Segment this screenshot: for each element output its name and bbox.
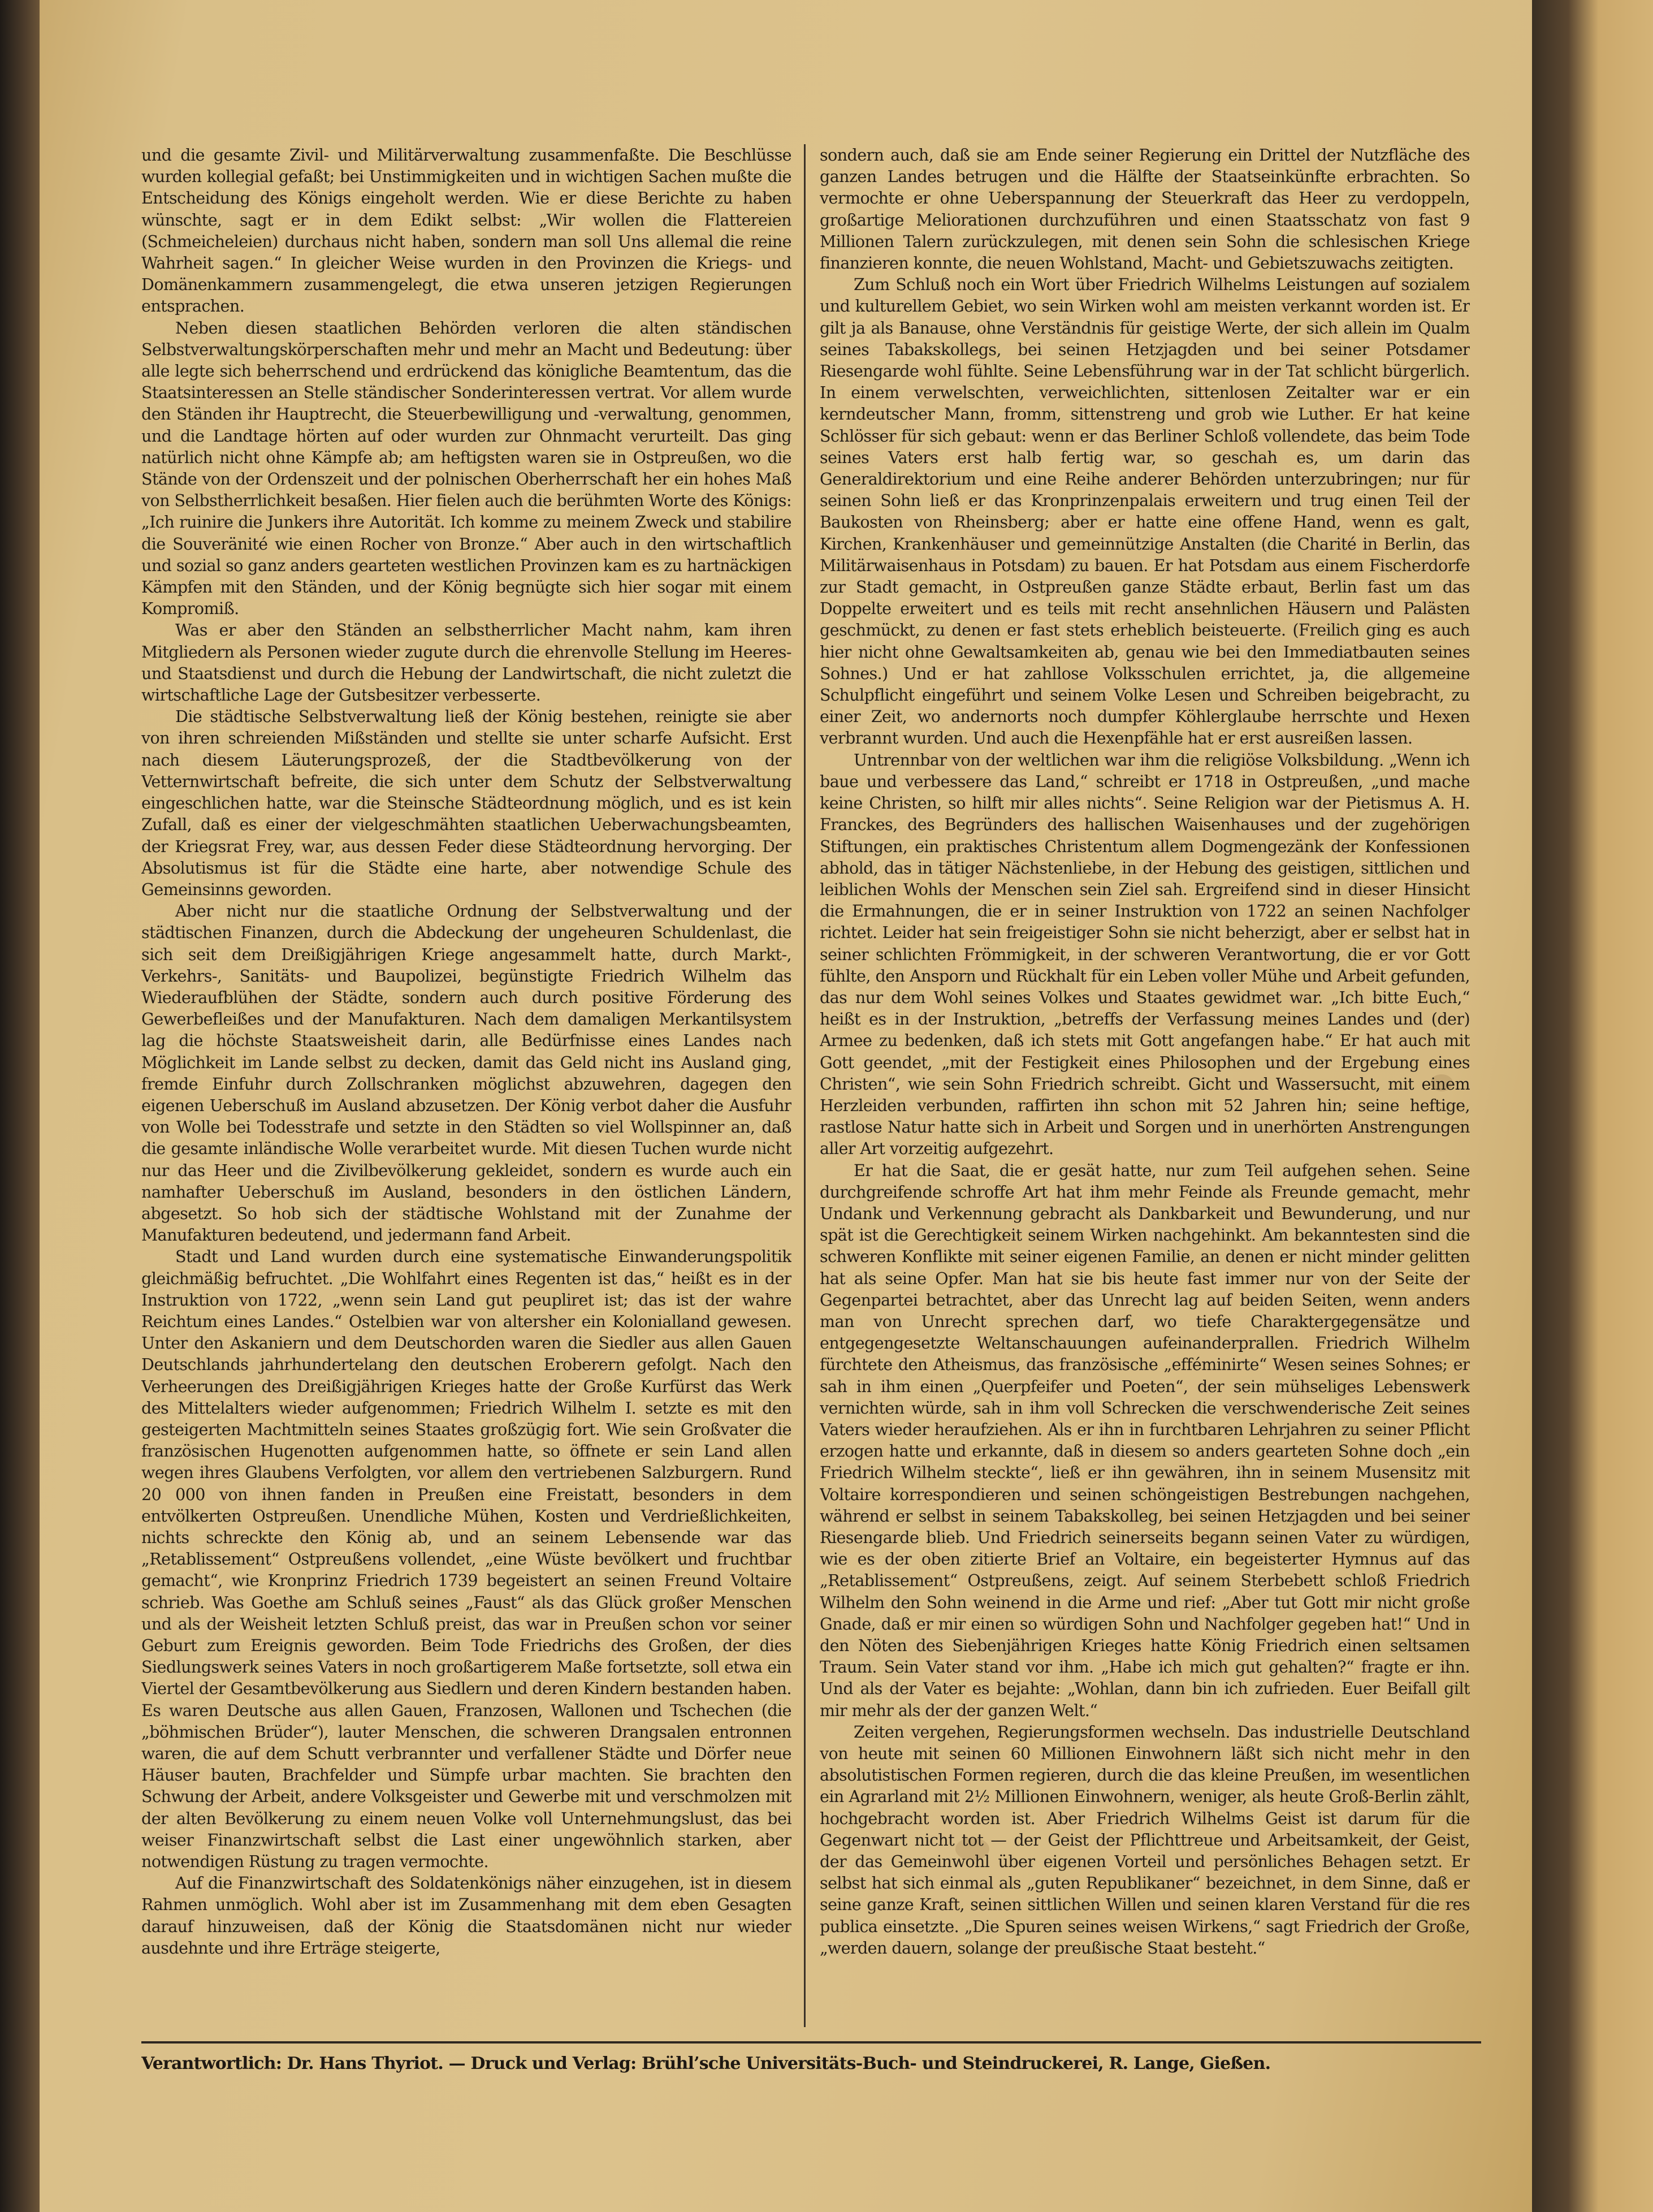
paragraph: Auf die Finanzwirtschaft des Soldatenkönigs näher einzugehen, ist in diesem Rahmen unmöglich. Wohl aber ist im Zusammenhang mit dem eben Gesagten darauf hinzuweisen, daß der König die Staatsdomänen nicht nur wieder ausdehnte und ihre Erträge steigerte, [141, 1873, 791, 1958]
column-divider [804, 144, 806, 2027]
paragraph: Die städtische Selbstverwaltung ließ der König bestehen, reinigte sie aber von ihren schreienden Mißständen und stellte sie unter scharfe Aufsicht. Erst nach diesem Läuterungsprozeß, der die Stadtbevölkerung von der Vetternwirtschaft befreite, die sich unter dem Schutz der Selbstverwaltung eingeschlichen hatte, war die Steinsche Städteordnung möglich, und es ist kein Zufall, daß es einer der vielgeschmähten staatlichen Ueberwachungsbeamten, der Kriegsrat Frey, war, aus dessen Feder diese Städteordnung hervorging. Der Absolutismus ist für die Städte eine harte, aber notwendige Schule des Gemeinsinns geworden. [141, 707, 791, 899]
paragraph: Er hat die Saat, die er gesät hatte, nur zum Teil aufgehen sehen. Seine durchgreifende schroffe Art hat ihm mehr Feinde als Freunde gemacht, mehr Undank und Verkennung gebracht als Dankbarkeit und Bewunderung, und nur spät ist die Gerechtigkeit seinem Wirken nachgehinkt. Am bekanntesten sind die schweren Konflikte mit seiner eigenen Familie, an denen er nicht minder gelitten hat als seine Opfer. Man hat sie bis heute fast immer nur von der Seite der Gegenpartei betrachtet, aber das Unrecht lag auf beiden Seiten, wenn anders man von Unrecht sprechen darf, wo tiefe Charaktergegensätze und entgegengesetzte Weltanschauungen aufeinanderprallen. Friedrich Wilhelm fürchtete den Atheismus, das französische „efféminirte“ Wesen seines Sohnes; er sah in ihm einen „Querpfeifer und Poeten“, der sein mühseliges Lebenswerk vernichten würde, sah in ihm voll Schrecken die verschwenderische Zeit seines Vaters wieder heraufziehen. Als er ihn in furchtbaren Lehrjahren zu seiner Pflicht erzogen hatte und erkannte, daß in diesem so anders gearteten Sohne doch „ein Friedrich Wilhelm steckte“, ließ er ihn gewähren, ihn in seinem Musensitz mit Voltaire korrespondieren und seinen schöngeistigen Bestrebungen nachgehen, während er selbst in seinem Tabakskolleg, bei seinen Hetzjagden und bei seiner Riesengarde blieb. Und Friedrich seinerseits begann seinen Vater zu würdigen, wie es der oben zitierte Brief an Voltaire, ein begeisterter Hymnus auf das „Retablissement“ Ostpreußens, zeigt. Auf seinem Sterbebett schloß Friedrich Wilhelm den Sohn weinend in die Arme und rief: „Aber tut Gott mir nicht große Gnade, daß er mir einen so würdigen Sohn und Nachfolger gegeben hat!“ Und in den Nöten des Siebenjährigen Krieges hatte König Friedrich einen seltsamen Traum. Sein Vater stand vor ihm. „Habe ich mich gut gehalten?“ fragte er ihn. Und als der Vater es bejahte: „Wohlan, dann bin ich zufrieden. Euer Beifall gilt mir mehr als der der ganzen Welt.“ [820, 1160, 1470, 1720]
paragraph: Stadt und Land wurden durch eine systematische Einwanderungspolitik gleichmäßig befruchtet. „Die Wohlfahrt eines Regenten ist das,“ heißt es in der Instruktion von 1722, „wenn sein Land gut peupliret ist; das ist der wahre Reichtum eines Landes.“ Ostelbien war von altersher ein Kolonialland gewesen. Unter den Askaniern und dem Deutschorden waren die Siedler aus allen Gauen Deutschlands jahrhundertelang den deutschen Eroberern gefolgt. Nach den Verheerungen des Dreißigjährigen Krieges hatte der Große Kurfürst das Werk des Mittelalters wieder aufgenommen; Friedrich Wilhelm I. setzte es mit den gesteigerten Machtmitteln seines Staates großzügig fort. Wie sein Großvater die französischen Hugenotten aufgenommen hatte, so öffnete er sein Land allen wegen ihres Glaubens Verfolgten, vor allem den vertriebenen Salzburgern. Rund 20 000 von ihnen fanden in Preußen eine Freistatt, besonders in dem entvölkerten Ostpreußen. Unendliche Mühen, Kosten und Verdrießlichkeiten, nichts schreckte den König ab, und an seinem Lebensende war das „Retablissement“ Ostpreußens vollendet, „eine Wüste bevölkert und fruchtbar gemacht“, wie Kronprinz Friedrich 1739 begeistert an seinen Freund Voltaire schrieb. Was Goethe am Schluß seines „Faust“ als das Glück großer Menschen und als der Weisheit letzten Schluß preist, das war in Preußen schon vor seiner Geburt zum Ereignis geworden. Beim Tode Friedrichs des Großen, der dies Siedlungswerk seines Vaters in noch großartigerem Maße fortsetzte, soll etwa ein Viertel der Gesamtbevölkerung aus Siedlern und deren Kindern bestanden haben. Es waren Deutsche aus allen Gauen, Franzosen, Wallonen und Tschechen (die „böhmischen Brüder“), lauter Menschen, die schweren Drangsalen entronnen waren, die auf dem Schutt verbrannter und verfallener Städte und Dörfer neue Häuser bauten, Brachfelder und Sümpfe urbar machten. Sie brachten den Schwung der Arbeit, andere Volksgeister und Gewerbe mit und verschmolzen mit der alten Bevölkerung zu einem neuen Volke voll Unternehmungslust, das bei weiser Finanzwirtschaft selbst die Last einer ungewöhnlich starken, aber notwendigen Rüstung zu tragen vermochte. [141, 1247, 791, 1872]
paragraph: Aber nicht nur die staatliche Ordnung der Selbstverwaltung und der städtischen Finanzen, durch die Abdeckung der ungeheuren Schuldenlast, die sich seit dem Dreißigjährigen Kriege angesammelt hatte, durch Markt-, Verkehrs-, Sanitäts- und Baupolizei, begünstigte Friedrich Wilhelm das Wiederaufblühen der Städte, sondern auch durch positive Förderung des Gewerbefleißes und der Manufakturen. Nach dem damaligen Merkantilsystem lag die höchste Staatsweisheit darin, alle Bedürfnisse eines Landes nach Möglichkeit im Lande selbst zu decken, damit das Geld nicht ins Ausland ging, fremde Einfuhr durch Zollschranken möglichst abzuwehren, dagegen den eigenen Ueberschuß im Ausland abzusetzen. Der König verbot daher die Ausfuhr von Wolle bei Todesstrafe und setzte in den Städten so viel Wollspinner an, daß die gesamte inländische Wolle verarbeitet wurde. Mit diesen Tuchen wurde nicht nur das Heer und die Zivilbevölkerung gekleidet, sondern es wurde auch ein namhafter Ueberschuß im Ausland, besonders in den östlichen Ländern, abgesetzt. So hob sich der städtische Wohlstand mit der Zunahme der Manufakturen bedeutend, und jedermann fand Arbeit. [141, 901, 791, 1245]
imprint-line: Verantwortlich: Dr. Hans Thyriot. — Druck und Verlag: Brühl’sche Universitäts-Buch- und Steindruckerei, R. Lange, Gießen. [141, 2054, 1271, 2073]
paragraph: Neben diesen staatlichen Behörden verloren die alten ständischen Selbstverwaltungskörperschaften mehr und mehr an Macht und Bedeutung: über alle legte sich beherrschend und erdrückend das königliche Beamtentum, das die Staatsinteressen an Stelle ständischer Sonderinteressen vertrat. Vor allem wurde den Ständen ihr Hauptrecht, die Steuerbewilligung und -verwaltung, genommen, und die Landtage hörten auf oder wurden zur Ohnmacht verurteilt. Das ging natürlich nicht ohne Kämpfe ab; am heftigsten waren sie in Ostpreußen, wo die Stände von der Ordenszeit und der polnischen Oberherrschaft her ein hohes Maß von Selbstherrlichkeit besaßen. Hier fielen auch die berühmten Worte des Königs: „Ich ruinire die Junkers ihre Autorität. Ich komme zu meinem Zweck und stabilire die Souveränité wie einen Rocher von Bronze.“ Aber auch in den wirtschaftlich und sozial so ganz anders gearteten westlichen Provinzen kam es zu hartnäckigen Kämpfen mit den Ständen, und der König begnügte sich hier sogar mit einem Kompromiß. [141, 318, 791, 619]
column-right [820, 144, 1470, 2027]
next-page-edge [1532, 0, 1653, 2212]
article-columns [141, 144, 1484, 2027]
footer-rule [141, 2041, 1481, 2043]
paragraph: Untrennbar von der weltlichen war ihm die religiöse Volksbildung. „Wenn ich baue und verbessere das Land,“ schreibt er 1718 in Ostpreußen, „und mache keine Christen, so hilft mir alles nichts“. Seine Religion war der Pietismus A. H. Franckes, des Begründers des hallischen Waisenhauses und der zugehörigen Stiftungen, ein praktisches Christentum allem Dogmengezänk der Konfessionen abhold, das in tätiger Nächstenliebe, in der Hebung des geistigen, sittlichen und leiblichen Wohls der Menschen sein Ziel sah. Ergreifend sind in dieser Hinsicht die Ermahnungen, die er in seiner Instruktion von 1722 an seinen Nachfolger richtet. Leider hat sein freigeistiger Sohn sie nicht beherzigt, aber er selbst hat in seiner schlichten Frömmigkeit, in der schweren Verantwortung, die er vor Gott fühlte, den Ansporn und Rückhalt für ein Leben voller Mühe und Arbeit gefunden, das nur dem Wohl seines Volkes und Staates gewidmet war. „Ich bitte Euch,“ heißt es in der Instruktion, „betreffs der Verfassung meines Landes und (der) Armee zu bedenken, daß ich stets mit Gott angefangen habe.“ Er hat auch mit Gott geendet, „mit der Festigkeit eines Philosophen und der Ergebung eines Christen“, wie sein Sohn Friedrich schreibt. Gicht und Wassersucht, mit einem Herzleiden verbunden, raffirten ihn schon mit 52 Jahren hin; seine heftige, rastlose Natur hatte sich in Arbeit und Sorgen und in unerhörten Anstrengungen aller Art vorzeitig aufgezehrt. [820, 750, 1470, 1159]
paragraph: Zum Schluß noch ein Wort über Friedrich Wilhelms Leistungen auf sozialem und kulturellem Gebiet, wo sein Wirken wohl am meisten verkannt worden ist. Er gilt ja als Banause, ohne Verständnis für geistige Werte, der sich allein im Qualm seines Tabakskollegs, bei seinen Hetzjagden und bei seiner Potsdamer Riesengarde wohl fühlte. Seine Lebensführung war in der Tat schlicht bürgerlich. In einem verwelschten, verweichlichten, sittenlosen Zeitalter war er ein kerndeutscher Mann, fromm, sittenstreng und grob wie Luther. Er hat keine Schlösser für sich gebaut: wenn er das Berliner Schloß vollendete, das beim Tode seines Vaters erst halb fertig war, so geschah es, um darin das Generaldirektorium und eine Reihe anderer Behörden unterzubringen; nur für seinen Sohn ließ er das Kronprinzenpalais erweitern und trug einen Teil der Baukosten von Rheinsberg; aber er hatte eine offene Hand, wenn es galt, Kirchen, Krankenhäuser und gemeinnützige Anstalten (die Charité in Berlin, das Militärwaisenhaus in Potsdam) zu bauen. Er hat Potsdam aus einem Fischerdorfe zur Stadt gemacht, in Ostpreußen ganze Städte erbaut, Berlin fast um das Doppelte erweitert und es teils mit recht ansehnlichen Häusern und Palästen geschmückt, zu denen er fast stets erheblich beisteuerte. (Freilich ging es auch hier nicht ohne Gewaltsamkeiten ab, genau wie bei den Immediatbauten seines Sohnes.) Und er hat zahllose Volksschulen errichtet, ja, die allgemeine Schulpflicht eingeführt und seinem Volke Lesen und Schreiben beigebracht, zu einer Zeit, wo andernorts noch dumpfer Köhlerglaube herrschte und Hexen verbrannt wurden. Und auch die Hexenpfähle hat er erst ausreißen lassen. [820, 275, 1470, 748]
paragraph: und die gesamte Zivil- und Militärverwaltung zusammenfaßte. Die Beschlüsse wurden kollegial gefaßt; bei Unstimmigkeiten und in wichtigen Sachen mußte die Entscheidung des Königs eingeholt werden. Wie er diese Berichte zu haben wünschte, sagt er in dem Edikt selbst: „Wir wollen die Flattereien (Schmeicheleien) durchaus nicht haben, sondern man soll Uns allemal die reine Wahrheit sagen.“ In gleicher Weise wurden in den Provinzen die Kriegs- und Domänenkammern zusammengelegt, die etwa unseren jetzigen Regierungen entsprachen. [141, 145, 791, 316]
paragraph: Was er aber den Ständen an selbstherrlicher Macht nahm, kam ihren Mitgliedern als Personen wieder zugute durch die ehrenvolle Stellung im Heeres- und Staatsdienst und durch die Hebung der Landwirtschaft, die nicht zuletzt die wirtschaftliche Lage der Gutsbesitzer verbesserte. [141, 620, 791, 705]
column-left [141, 144, 791, 2027]
book-binding [0, 0, 40, 2212]
paragraph: sondern auch, daß sie am Ende seiner Regierung ein Drittel der Nutzfläche des ganzen Landes betrugen und die Hälfte der Staatseinkünfte erbrachten. So vermochte er ohne Ueberspannung der Steuerkraft das Heer zu verdoppeln, großartige Meliorationen durchzuführen und einen Staatsschatz von fast 9 Millionen Talern zurückzulegen, mit denen sein Sohn die schlesischen Kriege finanzieren konnte, die neuen Wohlstand, Macht- und Gebietszuwachs zeitigten. [820, 145, 1470, 273]
paragraph: Zeiten vergehen, Regierungsformen wechseln. Das industrielle Deutschland von heute mit seinen 60 Millionen Einwohnern läßt sich nicht mehr in den absolutistischen Formen regieren, durch die das kleine Preußen, im wesentlichen ein Agrarland mit 2½ Millionen Einwohnern, weniger, als heute Groß-Berlin zählt, hochgebracht worden ist. Aber Friedrich Wilhelms Geist ist darum für die Gegenwart nicht tot — der Geist der Pflichttreue und Arbeitsamkeit, der Geist, der das Gemeinwohl über eigenen Vorteil und persönliches Behagen setzt. Er selbst hat sich einmal als „guten Republikaner“ bezeichnet, in dem Sinne, daß er seine ganze Kraft, seinen sittlichen Willen und seinen klaren Verstand für die res publica einsetzte. „Die Spuren seines weisen Wirkens,“ sagt Friedrich der Große, „werden dauern, solange der preußische Staat besteht.“ [820, 1722, 1470, 1958]
